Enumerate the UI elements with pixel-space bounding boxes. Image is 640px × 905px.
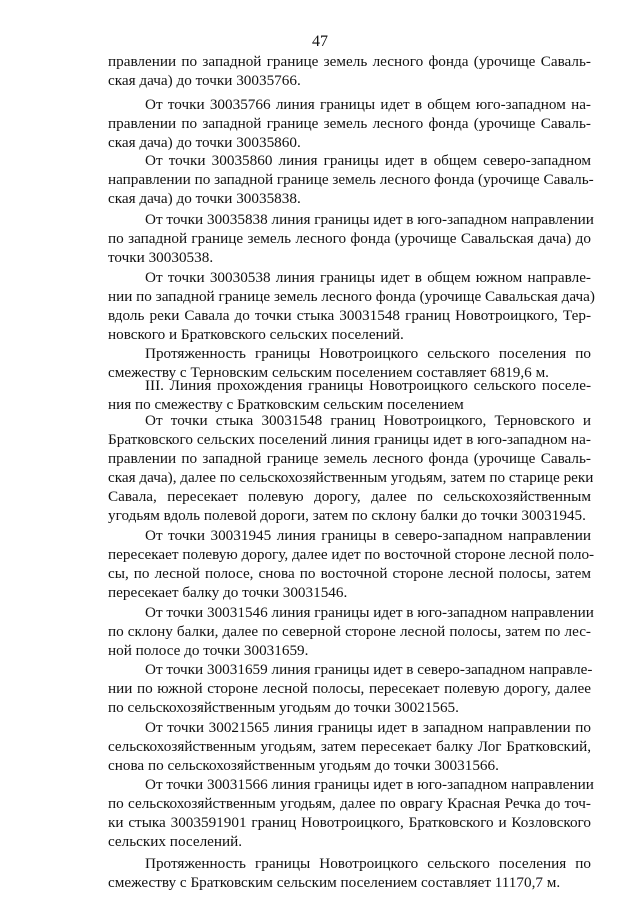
text-line: новского и Братковского сельских поселений. [108, 326, 404, 343]
text-line: От точки 30035838 линия границы идет в юго-западном направлении [145, 211, 594, 228]
text-line: От точки 30035860 линия границы идет в общем северо-западном [145, 152, 591, 169]
text-line: по западной границе земель лесного фонда (урочище Савальская дача) до [108, 230, 591, 247]
text-line: ская дача) до точки 30035766. [108, 72, 301, 89]
text-line: От точки 30031566 линия границы идет в юго-западном направлении [145, 776, 594, 793]
text-line: Протяженность границы Новотроицкого сельского поселения по [145, 345, 591, 362]
text-line: ния по смежеству с Братковским сельским поселением [108, 396, 464, 413]
text-line: вдоль реки Савала до точки стыка 30031548 границ Новотроицкого, Тер- [108, 307, 591, 324]
text-line: правлении по западной границе земель лесного фонда (урочище Саваль- [108, 115, 591, 132]
text-line: нии по южной стороне лесной полосы, пересекает полевую дорогу, далее [108, 680, 591, 697]
text-line: по сельскохозяйственным угодьям до точки 30021565. [108, 699, 459, 716]
text-line: по сельскохозяйственным угодьям, далее по оврагу Красная Речка до точ- [108, 795, 591, 812]
text-line: пересекает полевую дорогу, далее идет по восточной стороне лесной поло- [108, 546, 595, 563]
text-line: Протяженность границы Новотроицкого сельского поселения по [145, 855, 591, 872]
text-line: сельскохозяйственным угодьям, затем пересекает балку Лог Братковский, [108, 738, 591, 755]
text-line: сы, по лесной полосе, снова по восточной стороне лесной полосы, затем [108, 565, 591, 582]
text-line: правлении по западной границе земель лесного фонда (урочище Саваль- [108, 450, 591, 467]
text-line: пересекает балку до точки 30031546. [108, 584, 348, 601]
text-line: От точки 30031659 линия границы идет в северо-западном направле- [145, 661, 593, 678]
text-line: ская дача) до точки 30035860. [108, 134, 301, 151]
text-line: точки 30030538. [108, 249, 214, 266]
text-line: От точки стыка 30031548 границ Новотроицкого, Терновского и [145, 412, 591, 429]
text-line: угодьям вдоль полевой дороги, затем по склону балки до точки 30031945. [108, 507, 586, 524]
text-line: смежеству с Братковским сельским поселением составляет 11170,7 м. [108, 874, 561, 891]
text-line: От точки 30030538 линия границы идет в общем южном направле- [145, 269, 591, 286]
text-line: смежеству с Терновским сельским поселением составляет 6819,6 м. [108, 364, 549, 381]
text-line: ной полосе до точки 30031659. [108, 642, 309, 659]
page-number: 47 [312, 33, 328, 50]
text-line: по склону балки, далее по северной стороне лесной полосы, затем по лес- [108, 623, 591, 640]
text-line: Братковского сельских поселений линия границы идет в юго-западном на- [108, 431, 591, 448]
text-line: От точки 30021565 линия границы идет в западном направлении по [145, 719, 591, 736]
text-line: ки стыка 3003591901 границ Новотроицкого, Братковского и Козловского [108, 814, 591, 831]
text-line: правлении по западной границе земель лесного фонда (урочище Саваль- [108, 53, 591, 70]
text-line: Савала, пересекает полевую дорогу, далее по сельскохозяйственным [108, 488, 591, 505]
text-line: От точки 30031945 линия границы в северо-западном направлении [145, 527, 591, 544]
text-line: направлении по западной границе земель лесного фонда (урочище Саваль- [108, 171, 594, 188]
text-line: III. Линия прохождения границы Новотроицкого сельского поселе- [145, 377, 591, 394]
text-line: От точки 30031546 линия границы идет в юго-западном направлении [145, 604, 594, 621]
text-line: От точки 30035766 линия границы идет в общем юго-западном на- [145, 96, 591, 113]
text-line: снова по сельскохозяйственным угодьям до точки 30031566. [108, 757, 499, 774]
text-line: ская дача) до точки 30035838. [108, 190, 301, 207]
text-line: нии по западной границе земель лесного фонда (урочище Савальская дача) [108, 288, 595, 305]
text-line: сельских поселений. [108, 833, 243, 850]
text-line: ская дача), далее по сельскохозяйственным угодьям, затем по старице реки [108, 469, 594, 486]
